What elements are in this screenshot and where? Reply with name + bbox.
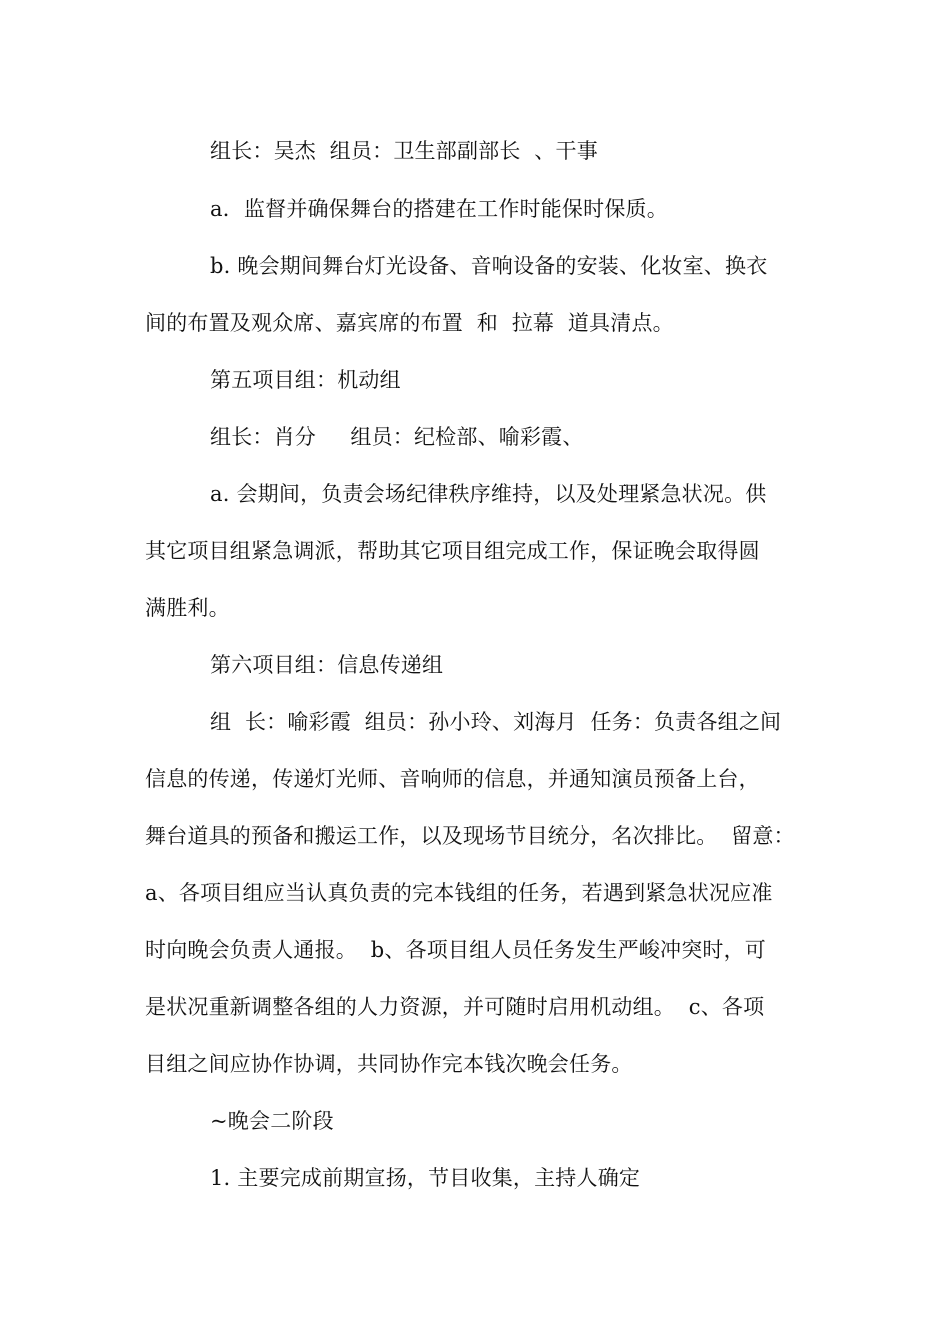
section-heading: 第六项目组：信息传递组 bbox=[210, 653, 444, 677]
text-line: 满胜利。 bbox=[145, 596, 230, 620]
text-line: b. 晚会期间舞台灯光设备、音响设备的安装、化妆室、换衣 bbox=[210, 254, 768, 278]
text-line: 组长：吴杰 组员：卫生部副部长 、干事 bbox=[210, 139, 598, 163]
text-line: 信息的传递，传递灯光师、音响师的信息，并通知演员预备上台， bbox=[145, 767, 760, 791]
text-line: 其它项目组紧急调派，帮助其它项目组完成工作，保证晚会取得圆 bbox=[145, 539, 760, 563]
text-line: a. 会期间，负责会场纪律秩序维持，以及处理紧急状况。供 bbox=[210, 482, 767, 506]
section-heading: 第五项目组：机动组 bbox=[210, 368, 401, 392]
text-line: 时向晚会负责人通报。 b、各项目组人员任务发生严峻冲突时，可 bbox=[145, 938, 766, 962]
text-line: 组长：肖分 组员：纪检部、喻彩霞、 bbox=[210, 425, 584, 449]
text-line: 目组之间应协作协调，共同协作完本钱次晚会任务。 bbox=[145, 1052, 633, 1076]
text-line: 组 长：喻彩霞 组员：孙小玲、刘海月 任务：负责各组之间 bbox=[210, 710, 782, 734]
text-line: 间的布置及观众席、嘉宾席的布置 和 拉幕 道具清点。 bbox=[145, 311, 674, 335]
text-line: 1. 主要完成前期宣扬，节目收集，主持人确定 bbox=[210, 1166, 641, 1190]
section-heading: ~晚会二阶段 bbox=[210, 1109, 334, 1133]
text-line: 舞台道具的预备和搬运工作，以及现场节目统分，名次排比。 留意： bbox=[145, 824, 795, 848]
text-line: 是状况重新调整各组的人力资源，并可随时启用机动组。 c、各项 bbox=[145, 995, 765, 1019]
text-line: a．监督并确保舞台的搭建在工作时能保时保质。 bbox=[210, 197, 668, 221]
text-line: a、各项目组应当认真负责的完本钱组的任务，若遇到紧急状况应准 bbox=[145, 881, 773, 905]
